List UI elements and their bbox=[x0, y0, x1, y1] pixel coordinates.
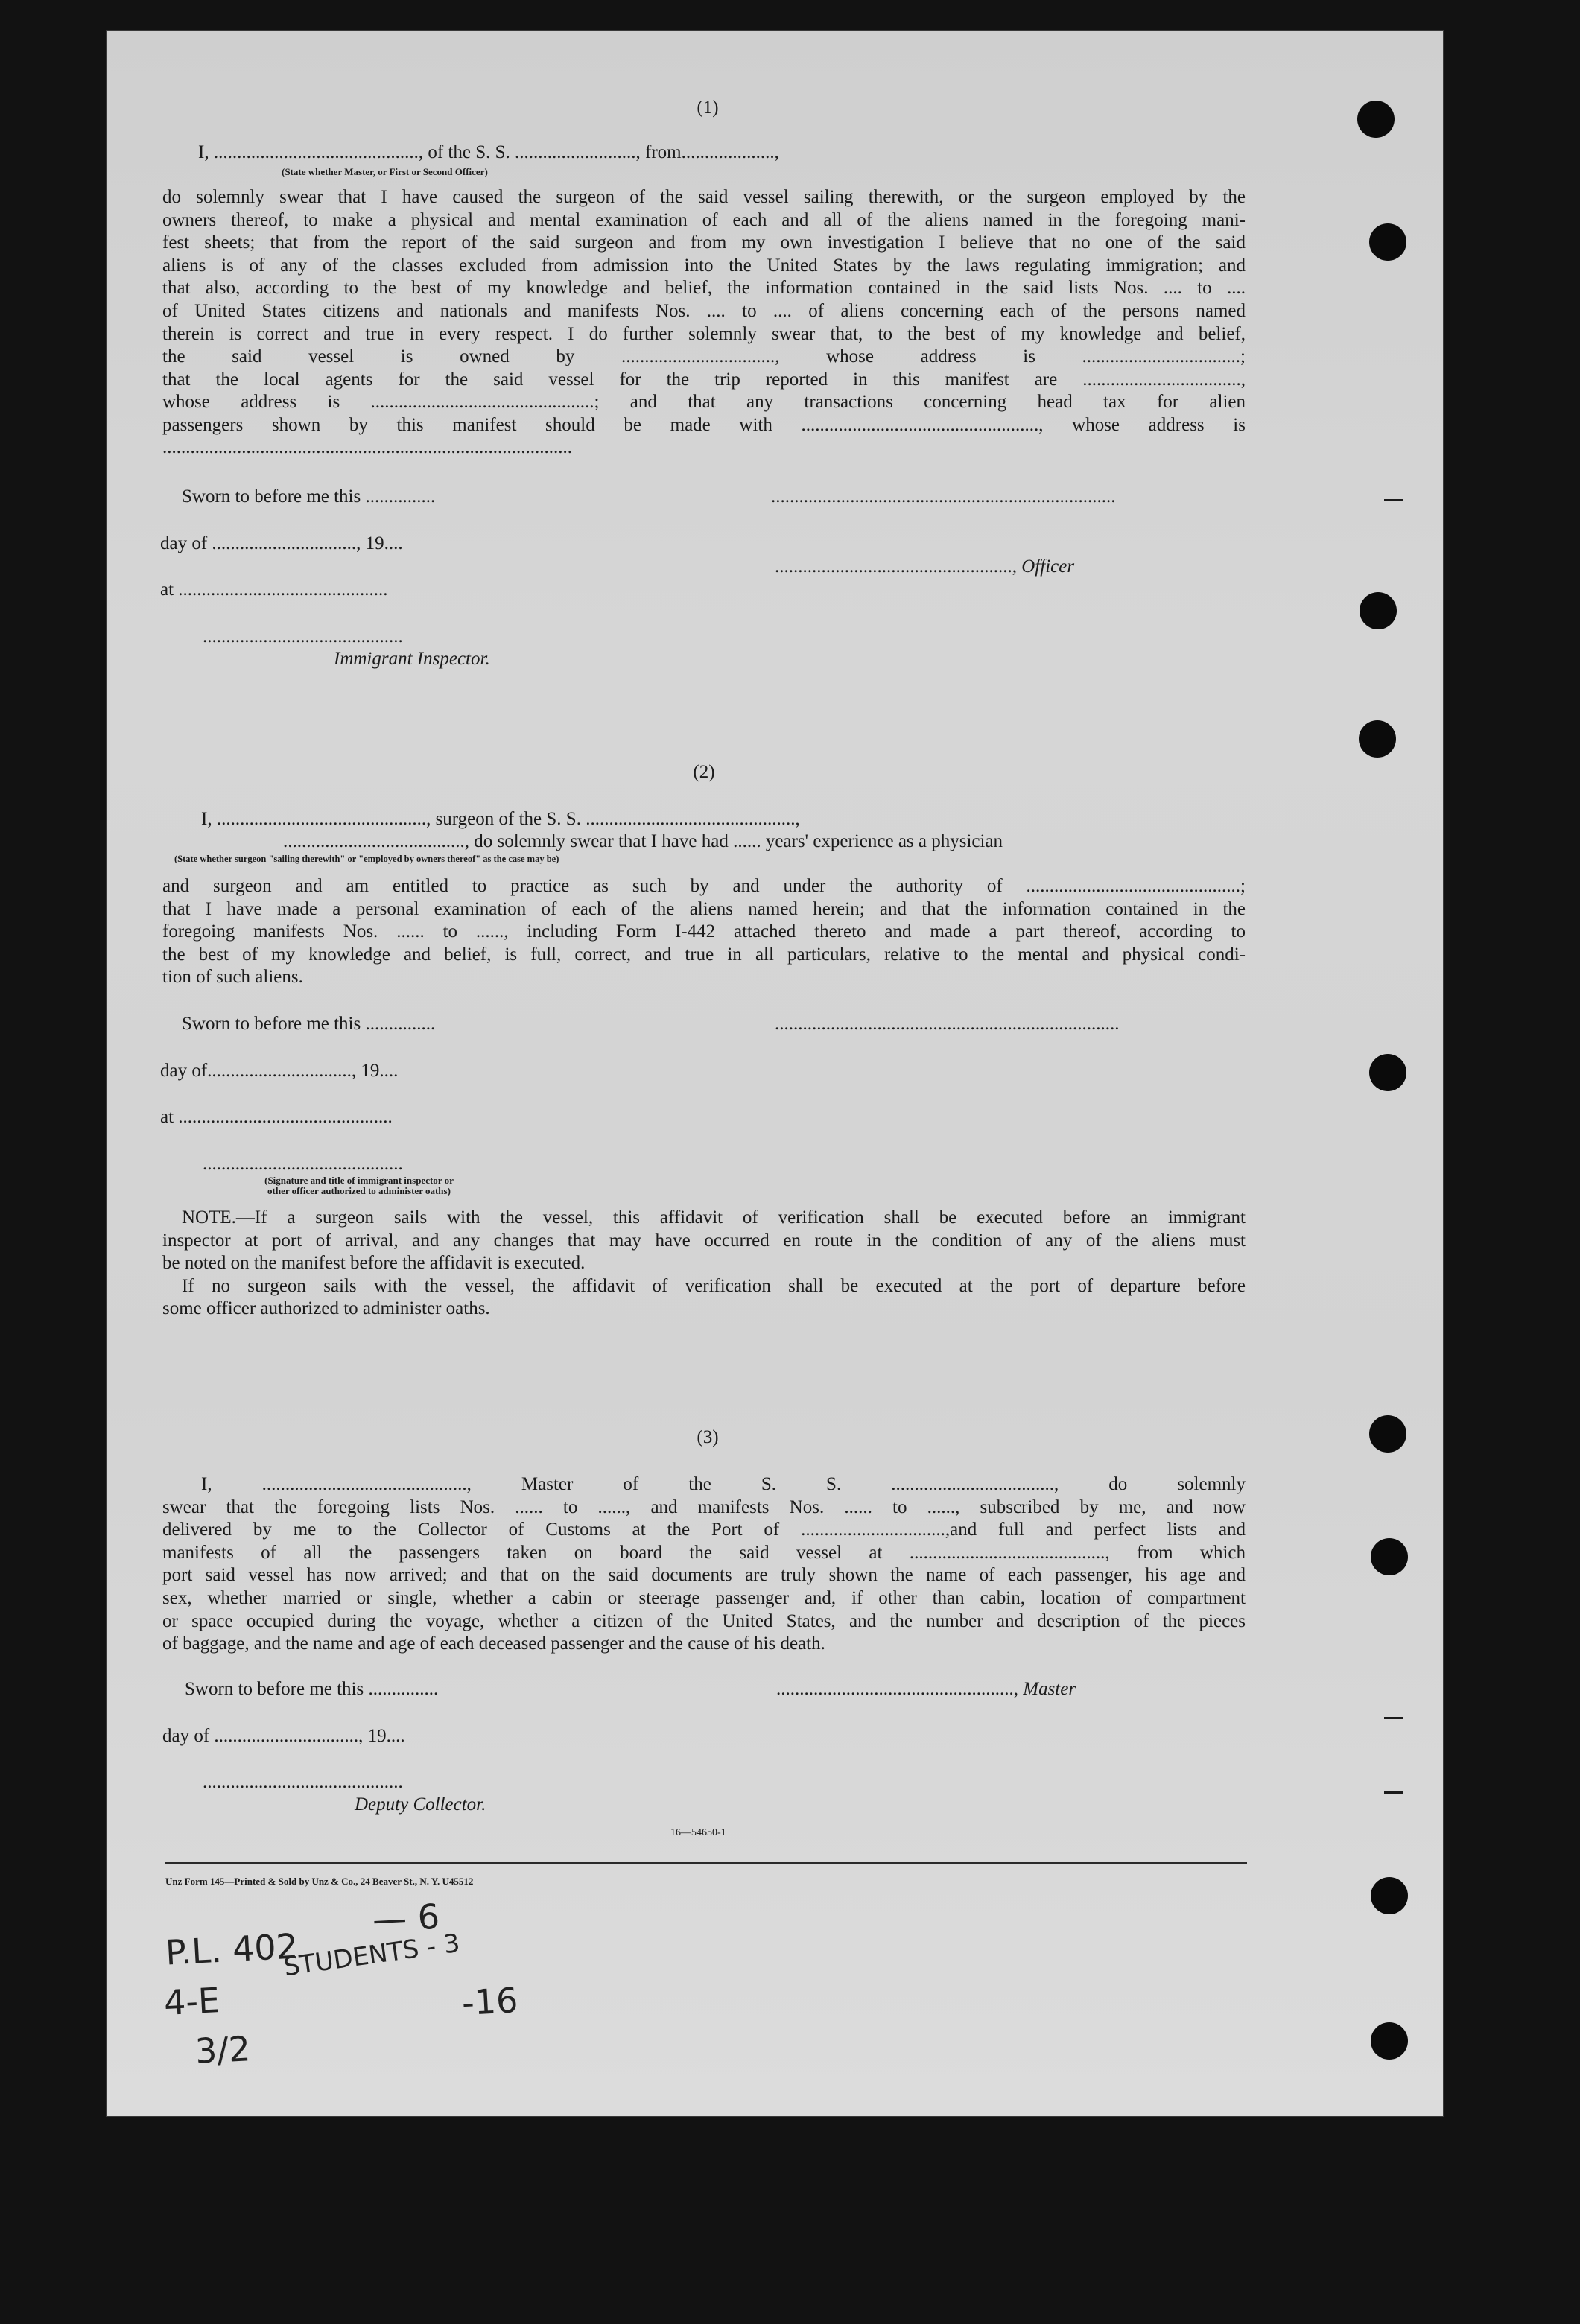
paragraph-line: that I have made a personal examination of each of the aliens named herein; and that the information contained in the bbox=[162, 898, 1246, 919]
binder-hole bbox=[1359, 720, 1396, 758]
footer-rule bbox=[165, 1862, 1247, 1864]
form-number: 16—54650-1 bbox=[670, 1827, 726, 1838]
binder-hole bbox=[1369, 1415, 1406, 1452]
section-2-number: (2) bbox=[693, 762, 715, 782]
binder-hole bbox=[1357, 101, 1395, 138]
binder-hole bbox=[1371, 2022, 1408, 2060]
handwritten-note: P.L. 402 bbox=[164, 1925, 299, 1973]
section-2-opening-line: I, ............................................., surgeon of the S. S. ............................................., bbox=[201, 809, 800, 829]
section-2-oath-paragraph bbox=[162, 875, 1246, 989]
handwritten-note: 3/2 bbox=[194, 2028, 252, 2071]
paragraph-line: of baggage, and the name and age of each deceased passenger and the cause of his death. bbox=[162, 1634, 825, 1654]
at-line: at .............................................. bbox=[160, 1107, 393, 1127]
paragraph-line: the best of my knowledge and belief, is full, correct, and true in all particulars, relative to the mental and physical condi- bbox=[162, 944, 1246, 965]
signature-line: .......................................................................... bbox=[775, 1014, 1120, 1034]
day-line: day of ..............................., 19.... bbox=[160, 533, 403, 553]
binder-hole bbox=[1371, 1538, 1408, 1575]
master-label: Master bbox=[1023, 1679, 1076, 1699]
note-line: If no surgeon sails with the vessel, the affidavit of verification shall be executed at the port of departure before bbox=[182, 1275, 1246, 1296]
paragraph-line: therein is correct and true in every respect. I do further solemnly swear that, to the best of my knowledge and belief, bbox=[162, 323, 1246, 344]
note-line: inspector at port of arrival, and any changes that may have occurred en route in the condition of any of the aliens must bbox=[162, 1230, 1246, 1251]
handwritten-note: 4-E bbox=[162, 1980, 221, 2023]
note-line: some officer authorized to administer oaths. bbox=[162, 1298, 490, 1319]
paragraph-line: manifests of all the passengers taken on board the said vessel at .........................................., from which bbox=[162, 1542, 1246, 1563]
margin-mark bbox=[1384, 1791, 1403, 1794]
section-1-opening-line: I, ............................................, of the S. S. .........................., from...................., bbox=[198, 142, 779, 162]
paragraph-line: or space occupied during the voyage, whether a citizen of the United States, and the number and description of the pieces bbox=[162, 1610, 1246, 1631]
section-1-officer-note: (State whether Master, or First or Second Officer) bbox=[282, 166, 488, 177]
paragraph-line: and surgeon and am entitled to practice as such by and under the authority of ..............................................; bbox=[162, 876, 1246, 896]
binder-hole bbox=[1369, 1054, 1406, 1091]
paragraph-line: delivered by me to the Collector of Customs at the Port of ...............................,and full and perfect lists and bbox=[162, 1520, 1246, 1540]
paragraph-line: passengers shown by this manifest should be made with ..................................................., whose address is bbox=[162, 414, 1246, 435]
paragraph-line: that also, according to the best of my knowledge and belief, the information contained in the said lists Nos. .... to .... bbox=[162, 278, 1246, 299]
day-line: day of..............................., 19.... bbox=[160, 1061, 399, 1081]
signature-note: other officer authorized to administer oaths) bbox=[267, 1185, 451, 1196]
paragraph-line: sex, whether married or single, whether a cabin or steerage passenger and, if other than cabin, location of compartment bbox=[162, 1587, 1246, 1608]
paragraph-line: that the local agents for the said vessel for the trip reported in this manifest are .................................., bbox=[162, 369, 1246, 390]
paragraph-line: ........................................................................................ bbox=[162, 437, 572, 457]
section-1-number: (1) bbox=[697, 98, 719, 118]
handwritten-note: -16 bbox=[460, 1980, 519, 2023]
paragraph-line: fest sheets; that from the report of the said surgeon and from my own investigation I believe that no one of the said bbox=[162, 232, 1246, 253]
officer-signature-line bbox=[775, 556, 1074, 578]
printer-line: Unz Form 145—Printed & Sold by Unz & Co., 24 Beaver St., N. Y. U45512 bbox=[165, 1876, 474, 1887]
sworn-line: Sworn to before me this ............... bbox=[182, 486, 436, 507]
paragraph-line: I, ............................................, Master of the S. S. ..................................., do solemnly bbox=[201, 1474, 1246, 1494]
inspector-label: Immigrant Inspector. bbox=[334, 649, 490, 669]
day-line: day of ..............................., 19.... bbox=[162, 1726, 405, 1746]
section-3-oath-paragraph bbox=[162, 1473, 1246, 1656]
sworn-line: Sworn to before me this ............... bbox=[185, 1679, 439, 1699]
paragraph-line: aliens is of any of the classes excluded from admission into the United States by the laws regulating immigration; and bbox=[162, 255, 1246, 276]
officer-label: Officer bbox=[1021, 556, 1075, 577]
paragraph-line: whose address is ................................................; and that any transactions concerning head tax for alien bbox=[162, 392, 1246, 413]
binder-hole bbox=[1371, 1877, 1408, 1914]
paragraph-line: owners thereof, to make a physical and mental examination of each and all of the aliens named in the foregoing mani- bbox=[162, 209, 1246, 230]
margin-mark bbox=[1384, 1717, 1403, 1719]
handwritten-note: STUDENTS - 3 bbox=[282, 1928, 462, 1983]
binder-hole bbox=[1360, 592, 1397, 629]
section-3-number: (3) bbox=[697, 1427, 719, 1447]
paragraph-line: do solemnly swear that I have caused the surgeon of the said vessel sailing therewith, or the surgeon employed by the bbox=[162, 187, 1246, 207]
note-line: be noted on the manifest before the affidavit is executed. bbox=[162, 1253, 586, 1274]
inspector-signature-line: ........................................... bbox=[203, 1154, 403, 1174]
sworn-line: Sworn to before me this ............... bbox=[182, 1014, 436, 1034]
instructions-note bbox=[162, 1207, 1246, 1321]
note-line: NOTE.—If a surgeon sails with the vessel, this affidavit of verification shall be executed before an immigrant bbox=[182, 1207, 1246, 1228]
paragraph-line: the said vessel is owned by ................................., whose address is ..................................; bbox=[162, 346, 1246, 367]
inspector-signature-line: ........................................... bbox=[203, 626, 403, 647]
at-line: at ............................................. bbox=[160, 580, 388, 600]
handwritten-note: — 6 bbox=[371, 1896, 441, 1940]
paragraph-line: swear that the foregoing lists Nos. ...... to ......, and manifests Nos. ...... to ......, subscribed by me, and now bbox=[162, 1496, 1246, 1517]
section-2-surgeon-note: (State whether surgeon "sailing therewith" or "employed by owners thereof" as the case may be) bbox=[174, 854, 559, 864]
section-2-years-line: ......................................., do solemnly swear that I have had ...... years' experience as a physician bbox=[283, 831, 1003, 851]
signature-note: (Signature and title of immigrant inspector or bbox=[264, 1175, 454, 1186]
collector-signature-line: ........................................... bbox=[203, 1772, 403, 1792]
section-1-oath-paragraph bbox=[162, 186, 1246, 437]
master-dots: ..................................................., bbox=[776, 1679, 1018, 1699]
paragraph-line: port said vessel has now arrived; and that on the said documents are truly shown the name of each passenger, his age and bbox=[162, 1565, 1246, 1586]
officer-dots: ..................................................., bbox=[775, 556, 1017, 577]
paragraph-line: of United States citizens and nationals and manifests Nos. .... to .... of aliens concerning each of the persons named bbox=[162, 300, 1246, 321]
collector-label: Deputy Collector. bbox=[355, 1794, 486, 1815]
paragraph-line: tion of such aliens. bbox=[162, 967, 303, 988]
paragraph-line: foregoing manifests Nos. ...... to ......, including Form I-442 attached thereto and made a part thereof, according to bbox=[162, 921, 1246, 942]
signature-line: .......................................................................... bbox=[771, 486, 1116, 507]
master-signature-line bbox=[776, 1678, 1076, 1701]
margin-mark bbox=[1384, 499, 1403, 501]
binder-hole bbox=[1369, 223, 1406, 261]
